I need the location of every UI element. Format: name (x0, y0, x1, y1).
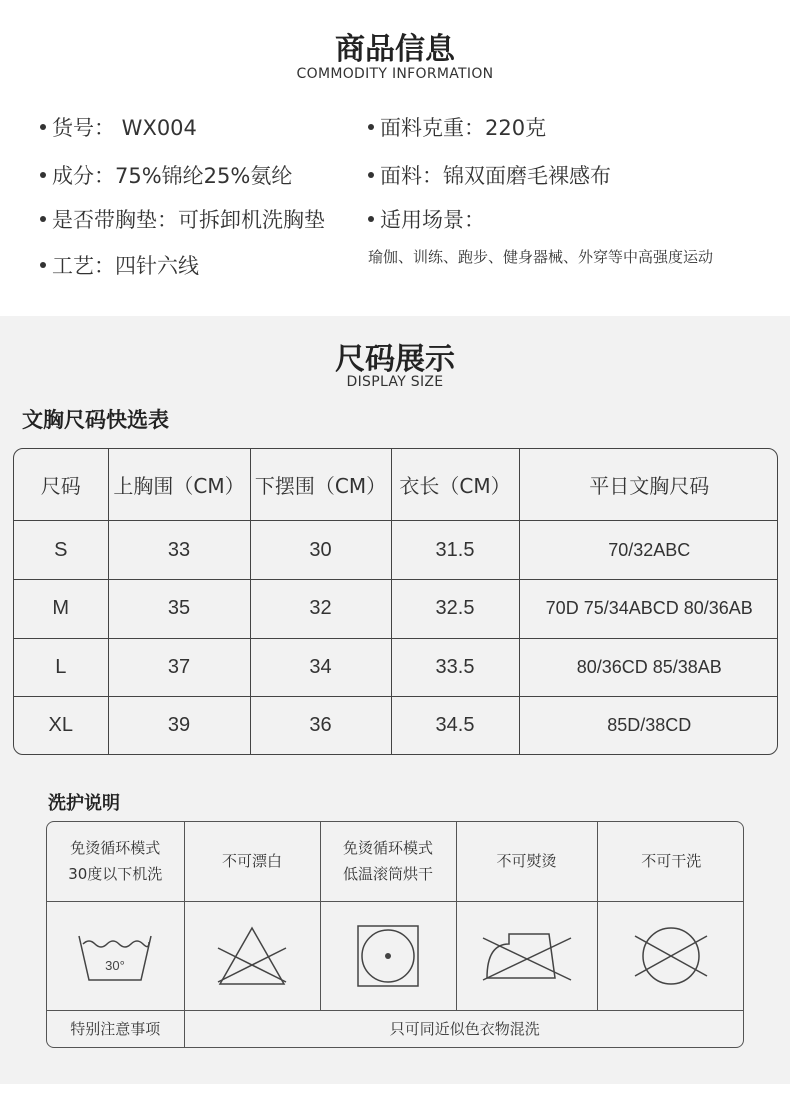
care-note-row (47, 1010, 744, 1047)
no-dry-clean-icon (631, 924, 711, 988)
no-iron-icon (479, 924, 575, 988)
footer-strip (0, 1084, 790, 1100)
bullet-dot (40, 124, 46, 130)
hem-cell: 34 (250, 638, 391, 697)
bra-cell: 80/36CD 85/38AB (519, 638, 778, 697)
bust-cell: 35 (108, 580, 250, 639)
fabric-weight (368, 112, 546, 142)
bullet-dot (368, 216, 374, 222)
care-label-line: 免烫循环模式 (342, 839, 433, 858)
craft-text: 工艺：四针六线 (52, 254, 199, 278)
hem-cell: 36 (250, 697, 391, 754)
size-cell: L (14, 638, 108, 697)
care-label-line: 不可漂白 (221, 852, 282, 871)
fabric-weight-text: 面料克重：220克 (380, 116, 547, 140)
size-table-header-row (14, 449, 778, 521)
header-hem: 下摆围（CM） (250, 449, 391, 521)
header-length: 衣长（CM） (391, 449, 519, 521)
bullet-dot (368, 172, 374, 178)
care-label-line: 不可干洗 (641, 852, 702, 871)
length-cell: 34.5 (391, 697, 519, 754)
header-bra-size: 平日文胸尺码 (519, 449, 778, 521)
bra-cell: 70D 75/34ABCD 80/36AB (519, 580, 778, 639)
chest-pad-text: 是否带胸垫：可拆卸机洗胸垫 (52, 208, 325, 232)
commodity-subtitle: COMMODITY INFORMATION (296, 66, 494, 82)
note-text: 只可同近似色衣物混洗 (389, 1019, 540, 1038)
size-title: 尺码展示 (335, 342, 455, 377)
size-table-title: 文胸尺码快选表 (22, 408, 169, 432)
care-label-line: 免烫循环模式 (70, 839, 161, 858)
size-cell: M (14, 580, 108, 639)
length-cell: 31.5 (391, 521, 519, 580)
iron-icon-cell (456, 901, 597, 1010)
bullet-dot (40, 216, 46, 222)
commodity-title: 商品信息 (335, 32, 455, 67)
size-cell: XL (14, 697, 108, 754)
table-row (14, 580, 778, 639)
care-label-bleach (184, 822, 320, 901)
scenes-label (368, 204, 485, 234)
care-icon-row (47, 901, 744, 1010)
wash-30-icon (75, 924, 155, 988)
bleach-icon-cell (184, 901, 320, 1010)
hem-cell: 30 (250, 521, 391, 580)
bust-cell: 33 (108, 521, 250, 580)
wash-temp-label: 30° (105, 957, 126, 973)
note-label: 特别注意事项 (47, 1010, 184, 1047)
bust-cell: 37 (108, 638, 250, 697)
no-bleach-icon (212, 924, 292, 988)
table-row (14, 521, 778, 580)
bullet-dot (40, 172, 46, 178)
bullet-dot (40, 262, 46, 268)
care-label-line: 低温滚筒烘干 (342, 865, 433, 884)
item-no (40, 112, 197, 142)
composition-text: 成分：75%锦纶25%氨纶 (52, 164, 293, 188)
tumble-dry-low-icon (348, 924, 428, 988)
bust-cell: 39 (108, 697, 250, 754)
dryclean-icon-cell (597, 901, 744, 1010)
scenes-text: 瑜伽、训练、跑步、健身器械、外穿等中高强度运动 (368, 248, 714, 266)
table-row (14, 697, 778, 754)
care-title: 洗护说明 (48, 793, 120, 814)
size-table (13, 448, 778, 755)
chest-pad (40, 204, 325, 234)
care-label-row (47, 822, 744, 901)
care-label-wash (47, 822, 184, 901)
bra-cell: 70/32ABC (519, 521, 778, 580)
bra-cell: 85D/38CD (607, 715, 692, 736)
care-label-line: 不可熨烫 (496, 852, 557, 871)
dry-icon-cell (320, 901, 456, 1010)
header-upper-bust: 上胸围（CM） (108, 449, 250, 521)
scenes-label-text: 适用场景： (380, 208, 485, 232)
bullet-dot (368, 124, 374, 130)
size-cell: S (14, 521, 108, 580)
table-row (14, 638, 778, 697)
size-subtitle: DISPLAY SIZE (346, 374, 444, 390)
care-label-line: 30度以下机洗 (68, 865, 163, 884)
wash-icon-cell (47, 901, 184, 1010)
length-cell: 32.5 (391, 580, 519, 639)
care-label-dryclean (597, 822, 744, 901)
craft (40, 250, 199, 280)
commodity-section (0, 0, 790, 316)
header-size: 尺码 (14, 449, 108, 521)
hem-cell: 32 (250, 580, 391, 639)
composition (40, 160, 292, 190)
fabric (368, 160, 611, 190)
fabric-text: 面料：锦双面磨毛裸感布 (380, 164, 611, 188)
item-no-text: 货号： WX004 (52, 116, 197, 140)
care-label-iron (456, 822, 597, 901)
care-label-dry (320, 822, 456, 901)
care-table (46, 821, 744, 1048)
length-cell: 33.5 (391, 638, 519, 697)
